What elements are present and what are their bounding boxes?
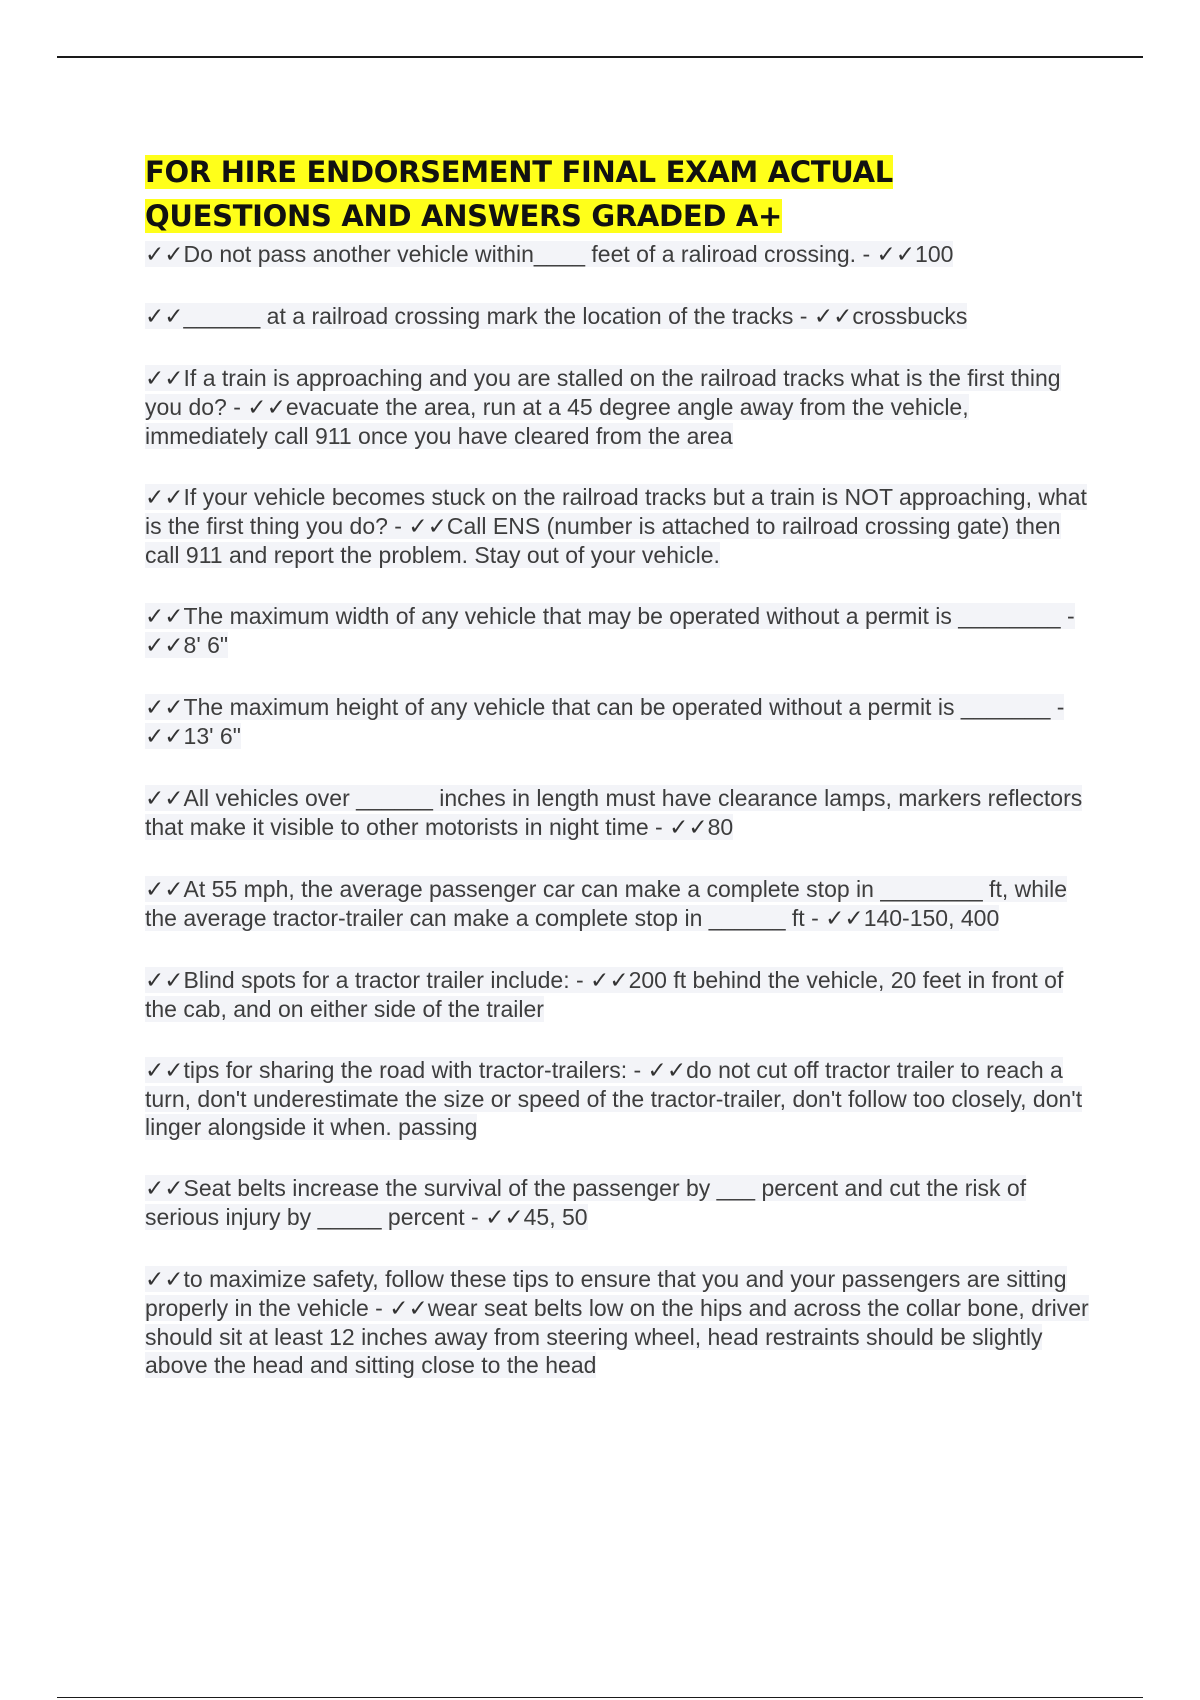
checkmark-icon: ✓✓ <box>145 968 184 994</box>
qa-text <box>145 1175 1026 1230</box>
checkmark-icon: ✓✓ <box>145 242 184 268</box>
question-text: Seat belts increase the survival of the passenger by ___ percent and cut the risk of serious injury by _____ percent - <box>145 1175 1027 1230</box>
checkmark-icon: ✓✓ <box>145 485 184 511</box>
qa-list <box>145 240 1090 1379</box>
qa-item <box>145 1056 1090 1141</box>
qa-text <box>145 603 1075 658</box>
checkmark-icon: ✓✓ <box>247 395 286 421</box>
answer-text: evacuate the area, run at a 45 degree angle away from the vehicle, immediately call 911 once you have cleared from the area <box>145 394 969 449</box>
qa-text <box>145 876 1067 931</box>
answer-text: crossbucks <box>852 303 968 329</box>
checkmark-icon: ✓✓ <box>145 633 184 659</box>
qa-text <box>145 365 1061 449</box>
qa-item <box>145 1174 1090 1232</box>
title-line-2: QUESTIONS AND ANSWERS GRADED A+ <box>145 199 783 233</box>
answer-text: Call ENS (number is attached to railroad crossing gate) then call 911 and report the problem. Stay out of your vehicle. <box>145 513 1061 568</box>
qa-item <box>145 602 1090 660</box>
answer-text: 45, 50 <box>523 1204 588 1230</box>
answer-text: 13' 6" <box>183 723 241 749</box>
checkmark-icon: ✓✓ <box>669 815 708 841</box>
document-title <box>145 150 1090 238</box>
checkmark-icon: ✓✓ <box>876 242 916 268</box>
question-text: The maximum height of any vehicle that can be operated without a permit is _______ - <box>183 694 1065 720</box>
question-text: Blind spots for a tractor trailer include: - <box>183 967 591 993</box>
qa-text <box>145 694 1064 749</box>
checkmark-icon: ✓✓ <box>145 1176 184 1202</box>
qa-text <box>145 1057 1082 1140</box>
checkmark-icon: ✓✓ <box>825 906 864 932</box>
checkmark-icon: ✓✓ <box>145 695 184 721</box>
qa-item <box>145 693 1090 751</box>
answer-text: 80 <box>707 814 734 840</box>
qa-text <box>145 484 1087 568</box>
checkmark-icon: ✓✓ <box>813 304 853 330</box>
question-text: tips for sharing the road with tractor-trailers: - <box>183 1057 648 1083</box>
checkmark-icon: ✓✓ <box>647 1058 687 1084</box>
qa-text <box>145 1266 1089 1378</box>
answer-text: 100 <box>915 241 954 267</box>
checkmark-icon: ✓✓ <box>145 786 184 812</box>
question-text: ______ at a railroad crossing mark the location of the tracks - <box>183 303 814 329</box>
document-body <box>145 150 1090 1412</box>
question-text: At 55 mph, the average passenger car can make a complete stop in ________ ft, while the average tractor-trailer can make a complete stop in ______ ft - <box>145 876 1068 931</box>
answer-text: 140-150, 400 <box>863 905 1000 931</box>
checkmark-icon: ✓✓ <box>389 1296 428 1322</box>
answer-text: wear seat belts low on the hips and across the collar bone, driver should sit at least 12 inches away from steering wheel, head restraints should be slightly above the head and sitting close to the head <box>145 1295 1089 1378</box>
title-line-1: FOR HIRE ENDORSEMENT FINAL EXAM ACTUAL <box>145 155 893 189</box>
qa-text <box>145 303 967 329</box>
question-text: If a train is approaching and you are stalled on the railroad tracks what is the first thing you do? - <box>145 365 1061 420</box>
bottom-divider <box>57 1697 1143 1698</box>
answer-text: 200 ft behind the vehicle, 20 feet in front of the cab, and on either side of the trailer <box>145 967 1064 1022</box>
qa-item <box>145 302 1090 331</box>
checkmark-icon: ✓✓ <box>408 514 447 540</box>
qa-item <box>145 240 1090 269</box>
qa-text <box>145 967 1063 1022</box>
question-text: Do not pass another vehicle within____ feet of a raliroad crossing. - <box>183 241 877 267</box>
question-text: If your vehicle becomes stuck on the railroad tracks but a train is NOT approaching, what is the first thing you do? - <box>145 484 1087 539</box>
qa-item <box>145 364 1090 450</box>
qa-item <box>145 875 1090 933</box>
answer-text: do not cut off tractor trailer to reach a turn, don't underestimate the size or speed of the tractor-trailer, don't follow too closely, don't linger alongside it when. passing <box>145 1057 1083 1140</box>
qa-item <box>145 784 1090 842</box>
top-divider <box>57 56 1143 58</box>
checkmark-icon: ✓✓ <box>145 366 184 392</box>
checkmark-icon: ✓✓ <box>145 304 184 330</box>
checkmark-icon: ✓✓ <box>145 724 184 750</box>
question-text: to maximize safety, follow these tips to ensure that you and your passengers are sitting properly in the vehicle - <box>145 1266 1067 1321</box>
qa-text <box>145 785 1082 840</box>
checkmark-icon: ✓✓ <box>145 604 184 630</box>
answer-text: 8' 6" <box>183 632 229 658</box>
checkmark-icon: ✓✓ <box>145 1267 184 1293</box>
checkmark-icon: ✓✓ <box>485 1205 524 1231</box>
qa-text <box>145 241 953 267</box>
checkmark-icon: ✓✓ <box>590 968 629 994</box>
qa-item <box>145 483 1090 569</box>
checkmark-icon: ✓✓ <box>145 877 184 903</box>
checkmark-icon: ✓✓ <box>145 1058 184 1084</box>
question-text: The maximum width of any vehicle that may be operated without a permit is ________ - <box>183 603 1075 629</box>
question-text: All vehicles over ______ inches in length must have clearance lamps, markers reflectors that make it visible to other motorists in night time - <box>145 785 1083 840</box>
qa-item <box>145 1265 1090 1379</box>
qa-item <box>145 966 1090 1023</box>
